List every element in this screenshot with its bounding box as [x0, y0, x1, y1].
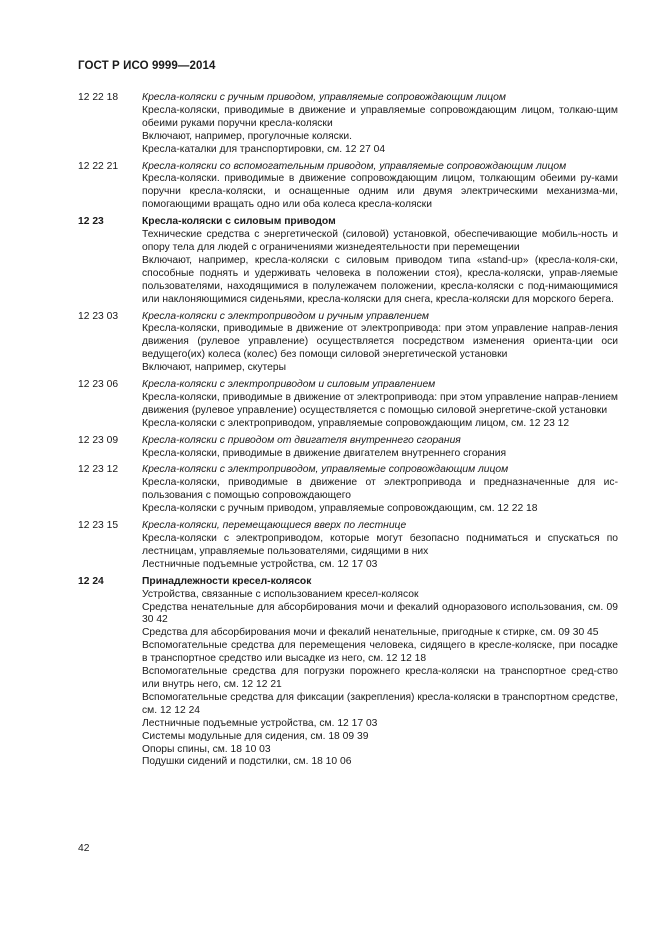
entry-text: Лестничные подъемные устройства, см. 12 17 03: [142, 717, 378, 729]
entry-text: Кресла-коляски, приводимые в движение и управляемые сопровождающим лицом, толкаю-щим обеими руками поручни кресла-коляски: [142, 104, 618, 129]
classification-entry: [78, 379, 618, 431]
entry-title: Кресла-коляски с приводом от двигателя внутреннего сгорания: [142, 434, 461, 446]
entry-body: [142, 216, 618, 306]
entry-body: [142, 311, 618, 376]
entry-text: Лестничные подъемные устройства, см. 12 17 03: [142, 558, 378, 570]
entry-title: Кресла-коляски с силовым приводом: [142, 216, 336, 228]
classification-entry: [78, 464, 618, 516]
entry-text: Кресла-коляски, приводимые в движение от электропривода: при этом управление направ-лением движения (рулевое управление) осуществляется с помощью силовой энергетиче-ской установки: [142, 391, 618, 416]
entry-code: 12 23 12: [78, 464, 119, 476]
classification-entry: [78, 311, 618, 376]
entry-title: Кресла-коляски, перемещающиеся вверх по лестнице: [142, 520, 407, 532]
entry-body: [142, 576, 618, 770]
entry-body: [142, 520, 618, 572]
entry-body: [142, 92, 618, 157]
entry-text: Кресла-коляски с электроприводом, которые могут безопасно подниматься и спускаться по лестницам, управляемые пользователями, сидящими в них: [142, 533, 618, 557]
entry-text: Системы модульные для сидения, см. 18 09 39: [142, 730, 369, 742]
classification-entry: [78, 435, 618, 461]
entry-code: 12 23 15: [78, 520, 119, 532]
entry-code: 12 24: [78, 575, 104, 587]
entry-title: Кресла-коляски с электроприводом и силовым управлением: [142, 379, 436, 391]
entry-text: Подушки сидений и подстилки, см. 18 10 06: [142, 756, 352, 768]
classification-entry: [78, 92, 618, 157]
classification-entry: [78, 520, 618, 572]
entry-title: Кресла-коляски с ручным приводом, управляемые сопровождающим лицом: [142, 92, 506, 103]
classification-entry: [78, 576, 618, 770]
entry-code: 12 22 18: [78, 92, 119, 103]
entry-text: Технические средства с энергетической (силовой) установкой, обеспечивающие мобиль-ность и опору тела для людей с ограничениями жизнедеятельности при перемещении: [142, 229, 618, 253]
entry-text: Вспомогательные средства для фиксации (закрепления) кресла-коляски в транспортном средстве, см. 12 12 24: [142, 691, 618, 716]
entry-text: Средства для абсорбирования мочи и фекалий ненательные, пригодные к стирке, см. 09 30 45: [142, 627, 599, 639]
entry-text: Кресла-коляски с ручным приводом, управляемые сопровождающим, см. 12 22 18: [142, 503, 538, 515]
entry-text: Вспомогательные средства для перемещения человека, сидящего в кресле-коляске, при посадке в транспортное средство или высадке из него, см. 12 12 18: [142, 640, 618, 665]
entry-title: Кресла-коляски с электроприводом, управляемые сопровождающим лицом: [142, 464, 509, 476]
entry-code: 12 23 06: [78, 379, 119, 391]
entry-text: Вспомогательные средства для погрузки порожнего кресла-коляски на транспортное сред-ство или внутрь него, см. 12 12 21: [142, 666, 618, 690]
entry-text: Включают, например, скутеры: [142, 362, 286, 374]
entry-code: 12 23: [78, 216, 104, 228]
entry-title: Принадлежности кресел-колясок: [142, 575, 312, 587]
entry-text: Включают, например, прогулочные коляски.: [142, 130, 352, 142]
classification-entry: [78, 161, 618, 213]
document-header: ГОСТ Р ИСО 9999—2014: [78, 60, 216, 72]
entry-text: Кресла-коляски, приводимые в движение от электропривода: при этом управление направ-ления движения (рулевое управление) осуществляется посредством изменения ориента-ции оси ведущего(их) колеса (колес) без помощи силовой энергетической установки: [142, 323, 618, 361]
entry-text: Опоры спины, см. 18 10 03: [142, 743, 271, 755]
entry-title: Кресла-коляски со вспомогательным приводом, управляемые сопровождающим лицом: [142, 160, 567, 172]
entry-text: Включают, например, кресла-коляски с силовым приводом типа «stand-up» (кресла-коля-ски, способные поднять и удерживать человека в положении стоя), кресла-коляски, управ-ляемые пользователями, находящимися в полулежачем положении, кресла-коляски с под-нимающимися или наклоняющимися сиденьями, кресла-коляски для снега, кресла-коляски для морского берега.: [142, 254, 618, 305]
classification-list: [78, 92, 618, 773]
entry-text: Кресла-каталки для транспортировки, см. 12 27 04: [142, 143, 386, 155]
entry-body: [142, 161, 618, 213]
entry-text: Кресла-коляски, приводимые в движение двигателем внутреннего сгорания: [142, 447, 507, 459]
classification-entry: [78, 216, 618, 306]
entry-body: [142, 379, 618, 431]
entry-code: 12 22 21: [78, 160, 119, 172]
entry-text: Кресла-коляски с электроприводом, управляемые сопровождающим лицом, см. 12 23 12: [142, 417, 570, 429]
entry-text: Устройства, связанные с использованием кресел-колясок: [142, 588, 419, 600]
entry-text: Кресла-коляски, приводимые в движение от электропривода и предназначенные для ис-пользования с помощью сопровождающего: [142, 477, 618, 502]
entry-code: 12 23 03: [78, 310, 119, 322]
entry-code: 12 23 09: [78, 434, 119, 446]
page-number: 42: [78, 843, 90, 854]
entry-title: Кресла-коляски с электроприводом и ручным управлением: [142, 310, 429, 322]
entry-text: Кресла-коляски. приводимые в движение сопровождающим лицом, толкающим обеими ру-ками поручни кресла-коляски, и оснащенные одним или двумя электрическими механизма-ми, помогающими вращать одно или оба колеса кресла-коляски: [142, 173, 618, 211]
entry-text: Средства ненательные для абсорбирования мочи и фекалий одноразового использования, см. 09 30 42: [142, 601, 618, 626]
entry-body: [142, 464, 618, 516]
entry-body: [142, 435, 618, 461]
